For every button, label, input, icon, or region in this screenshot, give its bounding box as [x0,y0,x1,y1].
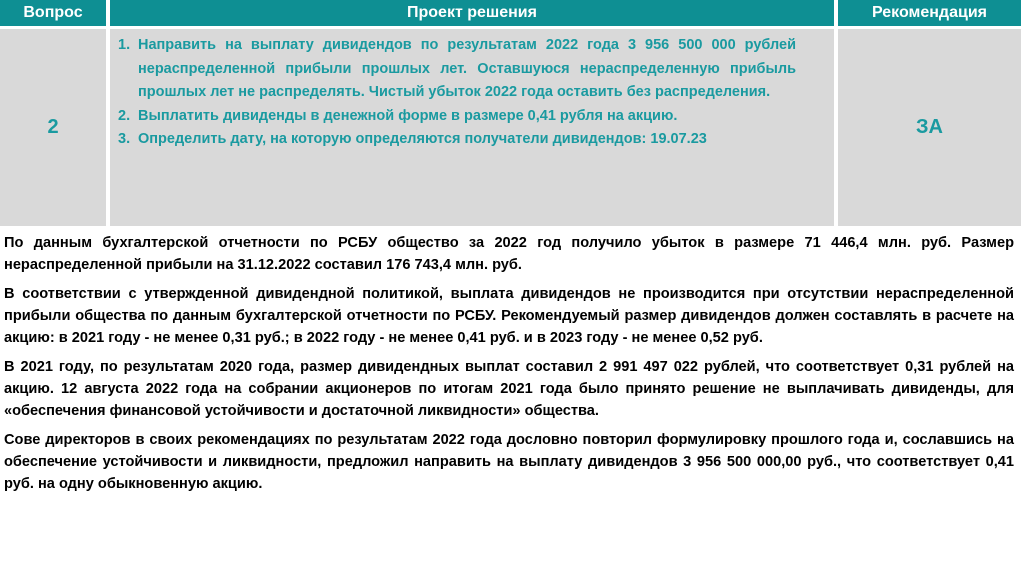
decision-item-number: 2. [118,107,131,124]
decision-item-text: Направить на выплату дивидендов по результатам 2022 года 3 956 500 000 рублей нераспределенной прибыли прошлых лет. Оставшуюся нераспределенную прибыль прошлых лет не распределять. Чистый убыток 2022 года оставить без распределения. [138,37,796,100]
decision-item-text: Определить дату, на которую определяются получатели дивидендов: 19.07.23 [138,131,707,147]
header-recommendation: Рекомендация [838,0,1021,26]
decision-item [118,34,796,105]
decision-draft-cell [110,29,834,226]
paragraph-dividend-policy: В соответствии с утвержденной дивидендной политикой, выплата дивидендов не производится при отсутствии нераспределенной прибыли общества по данным бухгалтерской отчетности по РСБУ. Рекомендуемый размер дивидендов должен составлять в расчете на акцию: в 2021 году - не менее 0,31 руб.; в 2022 году - не менее 0,41 руб. и в 2023 году - не менее 0,52 руб. [4,286,1014,346]
decision-item-text: Выплатить дивиденды в денежной форме в размере 0,41 рубля на акцию. [138,107,678,124]
paragraph-board-recommendation: Сове директоров в своих рекомендациях по результатам 2022 года дословно повторил формулировку прошлого года и, сославшись на обеспечение устойчивости и ликвидности, предложил направить на выплату дивидендов 3 956 500 000,00 руб., что соответствует 0,41 руб. на одну обыкновенную акцию. [4,432,1014,492]
paragraph-dividend-history: В 2021 году, по результатам 2020 года, размер дивидендных выплат составил 2 991 497 022 рублей, что соответствует 0,31 рублей на акцию. 12 августа 2022 года на собрании акционеров по итогам 2021 года было принято решение не выплачивать дивиденды, для «обеспечения финансовой устойчивости и достаточной ликвидности» общества. [4,359,1014,419]
decision-item-number: 3. [118,131,131,147]
recommendation-cell: ЗА [838,29,1021,226]
decision-item [118,128,796,152]
header-decision-draft: Проект решения [110,0,834,26]
paragraph-financial-results: По данным бухгалтерской отчетности по РСБУ общество за 2022 год получило убыток в размере 71 446,4 млн. руб. Размер нераспределенной прибыли на 31.12.2022 составил 176 743,4 млн. руб. [4,235,1014,273]
decision-item [118,105,796,129]
decision-item-number: 1. [118,37,131,53]
header-question: Вопрос [0,0,106,26]
question-number-cell: 2 [0,29,106,226]
commentary [4,232,1014,502]
